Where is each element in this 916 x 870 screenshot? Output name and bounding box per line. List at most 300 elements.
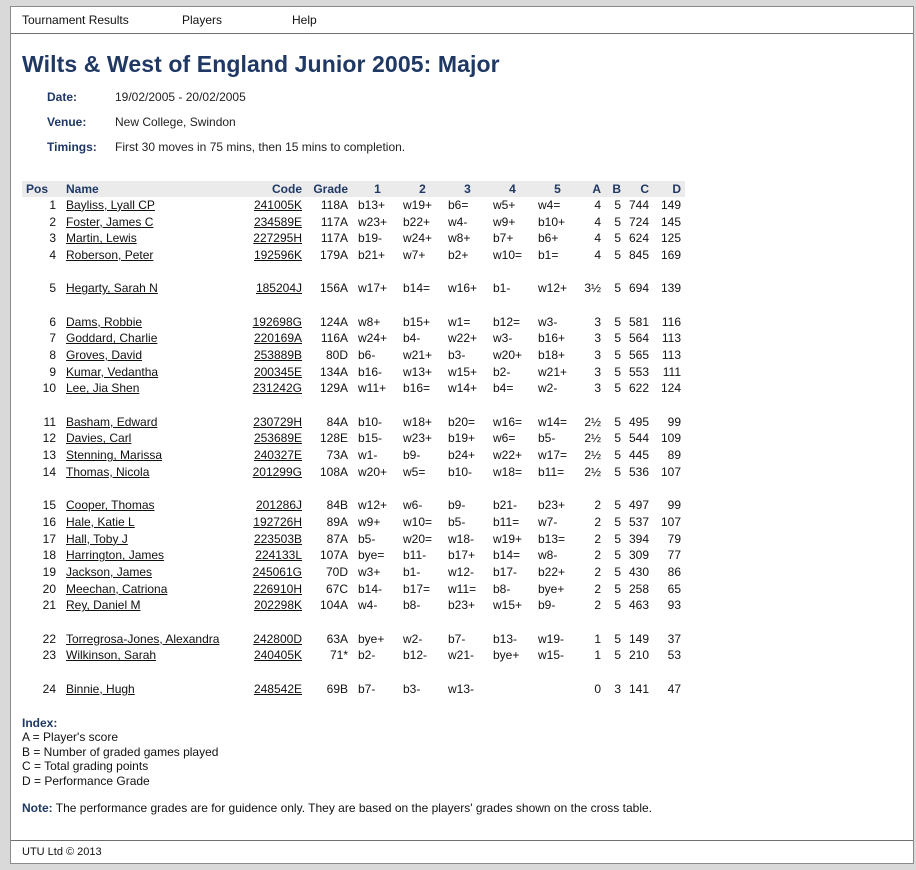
cell-code [238, 447, 304, 464]
cell-code [238, 230, 304, 247]
player-code-link[interactable]: 253889B [253, 348, 302, 363]
cell-points: 445 [628, 448, 649, 463]
player-name-link[interactable]: Lee, Jia Shen [66, 381, 140, 396]
player-name-link[interactable]: Rey, Daniel M [66, 598, 141, 613]
player-code-link[interactable]: 240405K [253, 648, 302, 663]
cell-round-4: w20+ [493, 348, 523, 363]
cell-pos: 3 [49, 231, 56, 246]
cell-round-5: b11= [538, 464, 565, 479]
cell-perf-grade: 37 [667, 631, 681, 646]
player-code-link[interactable]: 234589E [253, 214, 302, 229]
player-name-link[interactable]: Groves, David [66, 348, 143, 363]
player-name-link[interactable]: Davies, Carl [66, 431, 132, 446]
cell-round-5: w21+ [538, 364, 568, 379]
cell-perf-grade: 113 [661, 331, 681, 346]
cell-round-2: b15+ [403, 314, 431, 329]
cell-perf-grade: 86 [667, 564, 681, 579]
player-code-link[interactable]: 230729H [253, 414, 302, 429]
cell-round-4: w5+ [493, 197, 516, 212]
menu-bar [11, 7, 913, 34]
cell-points: 622 [628, 381, 649, 396]
cell-pos: 6 [49, 314, 56, 329]
cell-round-2: w2- [403, 631, 423, 646]
cell-round-1: b2- [358, 648, 376, 663]
cell-round-3: b3- [448, 348, 466, 363]
cell-name [64, 347, 238, 364]
cell-games: 5 [614, 581, 621, 596]
cell-round-3: b7- [448, 631, 466, 646]
cell-points: 553 [628, 364, 649, 379]
cell-round-3: w1= [448, 314, 471, 329]
table-row [22, 364, 685, 381]
cell-round-1: w24+ [358, 331, 388, 346]
group-spacer [22, 264, 685, 281]
cell-round-4: b14= [493, 548, 521, 563]
player-code-link[interactable]: 226910H [253, 581, 302, 596]
cell-code [238, 331, 304, 348]
date-label: Date: [47, 89, 78, 104]
cell-pos: 19 [42, 564, 56, 579]
cell-code [238, 280, 304, 297]
cell-round-2: w13+ [403, 364, 433, 379]
header-c: C [623, 181, 651, 197]
player-code-link[interactable]: 192726H [253, 514, 302, 529]
cell-points: 258 [628, 581, 649, 596]
cell-games: 5 [614, 314, 621, 329]
cell-round-3: b5- [448, 514, 466, 529]
cell-round-2: b1- [403, 564, 421, 579]
cell-score: 2½ [584, 448, 601, 463]
cell-round-4: w19+ [493, 531, 523, 546]
cell-grade: 89A [326, 514, 348, 529]
player-name-link[interactable]: Roberson, Peter [66, 247, 154, 262]
table-row [22, 381, 685, 398]
cell-round-3: b24+ [448, 448, 476, 463]
cell-name [64, 280, 238, 297]
cell-round-1: w8+ [358, 314, 381, 329]
cell-round-4: w18= [493, 464, 523, 479]
cell-round-5: w3- [538, 314, 558, 329]
player-code-link[interactable]: 242800D [253, 631, 302, 646]
cell-round-1: b19- [358, 231, 383, 246]
table-row [22, 331, 685, 348]
header-round-4: 4 [489, 181, 534, 197]
cell-code [238, 514, 304, 531]
cell-grade: 108A [319, 464, 348, 479]
cell-code [238, 564, 304, 581]
table-row [22, 314, 685, 331]
cell-name [64, 364, 238, 381]
cell-round-2: b4- [403, 331, 421, 346]
menu-help[interactable]: Help [292, 13, 317, 27]
cell-code [238, 581, 304, 598]
cell-round-5: b23+ [538, 498, 566, 513]
cell-round-1: b16- [358, 364, 383, 379]
cell-round-2: w23+ [403, 431, 433, 446]
cell-pos: 9 [49, 364, 56, 379]
cell-round-4: b7+ [493, 231, 514, 246]
menu-tournament-results[interactable]: Tournament Results [22, 13, 129, 27]
cell-perf-grade: 79 [667, 531, 681, 546]
cell-pos: 14 [42, 464, 56, 479]
cell-score: 2 [594, 531, 601, 546]
cell-perf-grade: 145 [660, 214, 681, 229]
player-code-link[interactable]: 202298K [253, 598, 302, 613]
cell-round-4 [489, 681, 534, 698]
player-name-link[interactable]: Martin, Lewis [66, 231, 137, 246]
cell-round-2: w19+ [403, 197, 433, 212]
date-row [47, 84, 902, 109]
cell-round-2: w6- [403, 498, 423, 513]
cell-points: 149 [628, 631, 649, 646]
cell-round-1: w12+ [358, 498, 388, 513]
cell-score: 2 [594, 498, 601, 513]
cell-games: 5 [614, 231, 621, 246]
cell-round-1: bye+ [358, 631, 385, 646]
cell-round-3: w16+ [448, 281, 478, 296]
cell-pos: 13 [42, 448, 56, 463]
cell-round-2: b12- [403, 648, 428, 663]
cell-round-3: w4- [448, 214, 468, 229]
cell-round-3: b20= [448, 414, 476, 429]
cell-name [64, 581, 238, 598]
cell-points: 430 [628, 564, 649, 579]
cell-pos: 12 [42, 431, 56, 446]
cell-score: 4 [594, 231, 601, 246]
cell-games: 5 [614, 364, 621, 379]
main-content [11, 51, 913, 815]
cell-code [238, 347, 304, 364]
header-pos: Pos [22, 181, 64, 197]
player-name-link[interactable]: Wilkinson, Sarah [66, 648, 157, 663]
header-round-5: 5 [534, 181, 579, 197]
cell-round-2: w18+ [403, 414, 433, 429]
player-code-link[interactable]: 200345E [253, 364, 302, 379]
cell-round-1: b14- [358, 581, 383, 596]
cell-round-1: w4- [358, 598, 378, 613]
cell-round-2: w10= [403, 514, 433, 529]
player-name-link[interactable]: Dams, Robbie [66, 314, 143, 329]
cell-round-5: bye+ [538, 581, 565, 596]
cell-round-5: b18+ [538, 348, 566, 363]
cell-round-3: w22+ [448, 331, 478, 346]
venue-label: Venue: [47, 114, 87, 129]
cell-round-3: w12- [448, 564, 475, 579]
cell-pos: 22 [42, 631, 56, 646]
cell-round-2: w7+ [403, 247, 426, 262]
header-round-2: 2 [399, 181, 444, 197]
cell-score: 2½ [584, 414, 601, 429]
player-name-link[interactable]: Binnie, Hugh [66, 681, 135, 696]
index-item-b: B = Number of graded games played [22, 744, 219, 759]
cell-round-5: b5- [538, 431, 556, 446]
cell-grade: 124A [319, 314, 348, 329]
index-item-c: C = Total grading points [22, 759, 149, 774]
cell-pos: 10 [42, 381, 56, 396]
player-code-link[interactable]: 192698G [252, 314, 302, 329]
player-name-link[interactable]: Foster, James C [66, 214, 154, 229]
group-spacer-cell [22, 264, 685, 281]
cell-grade: 179A [319, 247, 348, 262]
cell-score: 0 [594, 681, 601, 696]
player-name-link[interactable]: Goddard, Charlie [66, 331, 158, 346]
table-row [22, 598, 685, 615]
player-code-link[interactable]: 223503B [253, 531, 302, 546]
cell-grade: 104A [319, 598, 348, 613]
cell-perf-grade: 111 [662, 364, 681, 379]
cell-name [64, 631, 238, 648]
cell-perf-grade: 65 [667, 581, 681, 596]
header-b: B [603, 181, 623, 197]
cell-points: 694 [628, 281, 649, 296]
cell-round-5: w2- [538, 381, 558, 396]
results-header-row [22, 181, 685, 197]
cell-code [238, 598, 304, 615]
cell-score: 4 [594, 214, 601, 229]
cell-round-3: b19+ [448, 431, 476, 446]
cell-round-4: w6= [493, 431, 516, 446]
group-spacer-cell [22, 297, 685, 314]
player-code-link[interactable]: 192596K [253, 247, 302, 262]
player-name-link[interactable]: Jackson, James [66, 564, 153, 579]
cell-round-5: w14= [538, 414, 568, 429]
table-row [22, 547, 685, 564]
cell-name [64, 547, 238, 564]
group-spacer-cell [22, 614, 685, 631]
player-name-link[interactable]: Hegarty, Sarah N [66, 281, 158, 296]
player-code-link[interactable]: 224133L [255, 548, 302, 563]
cell-code [238, 364, 304, 381]
cell-games: 5 [614, 498, 621, 513]
cell-pos: 11 [43, 414, 56, 429]
player-code-link[interactable]: 253689E [253, 431, 302, 446]
header-d: D [651, 181, 685, 197]
group-spacer-cell [22, 664, 685, 681]
cell-code [238, 497, 304, 514]
cell-round-2: w21+ [403, 348, 433, 363]
player-name-link[interactable]: Basham, Edward [66, 414, 158, 429]
cell-games: 5 [614, 414, 621, 429]
cell-round-4: b1- [493, 281, 511, 296]
cell-code [238, 681, 304, 698]
cell-pos: 23 [42, 648, 56, 663]
cell-round-3: b17+ [448, 548, 476, 563]
cell-round-1: b10- [358, 414, 383, 429]
cell-pos: 18 [42, 548, 56, 563]
cell-round-3: b2+ [448, 247, 469, 262]
group-spacer [22, 297, 685, 314]
date-value: 19/02/2005 - 20/02/2005 [115, 89, 246, 104]
cell-grade: 116A [320, 331, 348, 346]
cell-grade: 117A [320, 214, 348, 229]
cell-grade: 73A [326, 448, 348, 463]
table-row [22, 447, 685, 464]
cell-round-1: w11+ [358, 381, 387, 396]
cell-round-4: b13- [493, 631, 518, 646]
cell-round-5: b10+ [538, 214, 566, 229]
cell-games: 5 [614, 281, 621, 296]
cell-round-5: w17= [538, 448, 568, 463]
cell-games: 5 [614, 348, 621, 363]
cell-round-5: w19- [538, 631, 565, 646]
cell-round-4: bye+ [493, 648, 520, 663]
cell-round-3: w13- [448, 681, 475, 696]
player-code-link[interactable]: 240327E [253, 448, 302, 463]
player-name-link[interactable]: Cooper, Thomas [66, 498, 155, 513]
event-details [47, 84, 902, 159]
cell-games: 5 [614, 197, 621, 212]
cell-points: 497 [628, 498, 649, 513]
cell-name [64, 414, 238, 431]
cell-round-1: b15- [358, 431, 383, 446]
table-row [22, 514, 685, 531]
player-name-link[interactable]: Bayliss, Lyall CP [66, 197, 155, 212]
cell-perf-grade: 139 [660, 281, 681, 296]
cell-round-5: b13= [538, 531, 566, 546]
cell-round-5: b9- [538, 598, 556, 613]
player-code-link[interactable]: 231242G [252, 381, 302, 396]
cell-grade: 117A [320, 231, 348, 246]
player-code-link[interactable]: 185204J [255, 281, 302, 296]
player-code-link[interactable]: 248542E [253, 681, 302, 696]
cell-grade: 129A [319, 381, 348, 396]
cell-pos: 2 [49, 214, 56, 229]
player-code-link[interactable]: 201299G [252, 464, 302, 479]
group-spacer [22, 664, 685, 681]
cell-round-4: w16= [493, 414, 523, 429]
group-spacer [22, 614, 685, 631]
player-code-link[interactable]: 220169A [253, 331, 302, 346]
cell-games: 5 [614, 464, 621, 479]
cell-code [238, 247, 304, 264]
index-heading: Index: [22, 715, 58, 730]
cell-perf-grade: 107 [660, 464, 681, 479]
index-item-a: A = Player's score [22, 730, 118, 745]
player-code-link[interactable]: 227295H [253, 231, 302, 246]
cell-perf-grade: 99 [667, 498, 681, 513]
table-row [22, 648, 685, 665]
cell-round-5: w15- [538, 648, 565, 663]
cell-perf-grade: 53 [667, 648, 681, 663]
cell-games: 5 [614, 214, 621, 229]
cell-pos: 4 [49, 247, 56, 262]
cell-games: 3 [614, 681, 621, 696]
cell-points: 544 [628, 431, 649, 446]
cell-games: 5 [614, 631, 621, 646]
cell-games: 5 [614, 548, 621, 563]
cell-round-1: w17+ [358, 281, 388, 296]
cell-round-2: b14= [403, 281, 431, 296]
cell-name [64, 681, 238, 698]
menu-players[interactable]: Players [182, 13, 223, 27]
cell-code [238, 314, 304, 331]
cell-pos: 1 [49, 197, 56, 212]
cell-round-2: b22+ [403, 214, 431, 229]
cell-grade: 71* [329, 648, 348, 663]
cell-round-2: b11- [403, 548, 427, 563]
cell-games: 5 [614, 648, 621, 663]
cell-score: 4 [594, 247, 601, 262]
player-name-link[interactable]: Meechan, Catriona [66, 581, 168, 596]
cell-name [64, 497, 238, 514]
cell-round-1: w9+ [358, 514, 381, 529]
player-name-link[interactable]: Harrington, James [66, 548, 165, 563]
table-row [22, 414, 685, 431]
cell-round-3: b23+ [448, 598, 476, 613]
cell-round-3: w18- [448, 531, 475, 546]
cell-grade: 84A [326, 414, 348, 429]
cell-name [64, 381, 238, 398]
cell-games: 5 [614, 247, 621, 262]
cell-games: 5 [614, 331, 621, 346]
cell-perf-grade: 107 [660, 514, 681, 529]
cell-score: 2 [594, 581, 601, 596]
cell-score: 3 [594, 381, 601, 396]
cell-round-2: b17= [403, 581, 431, 596]
cell-perf-grade: 125 [660, 231, 681, 246]
header-round-1: 1 [354, 181, 399, 197]
cell-points: 537 [628, 514, 649, 529]
cell-code [238, 531, 304, 548]
cell-grade: 134A [319, 364, 348, 379]
player-name-link[interactable]: Hale, Katie L [66, 514, 135, 529]
cell-round-4: w9+ [493, 214, 516, 229]
cell-games: 5 [614, 598, 621, 613]
cell-grade: 156A [319, 281, 348, 296]
cell-code [238, 214, 304, 231]
timings-row [47, 134, 902, 159]
cell-round-4: w22+ [493, 448, 523, 463]
cell-score: 2 [594, 598, 601, 613]
player-code-link[interactable]: 241005K [253, 197, 302, 212]
cell-score: 4 [594, 197, 601, 212]
cell-code [238, 414, 304, 431]
cell-name [64, 531, 238, 548]
cell-name [64, 464, 238, 481]
cell-perf-grade: 89 [667, 448, 681, 463]
cell-name [64, 598, 238, 615]
cell-perf-grade: 99 [667, 414, 681, 429]
cell-perf-grade: 169 [660, 247, 681, 262]
cell-perf-grade: 47 [667, 681, 681, 696]
results-table [22, 181, 685, 698]
player-name-link[interactable]: Torregrosa-Jones, Alexandra [66, 631, 220, 646]
player-name-link[interactable]: Hall, Toby J [66, 531, 128, 546]
cell-name [64, 514, 238, 531]
table-row [22, 531, 685, 548]
cell-points: 564 [628, 331, 649, 346]
cell-pos: 7 [49, 331, 56, 346]
table-row [22, 681, 685, 698]
cell-name [64, 564, 238, 581]
cell-round-3: w15+ [448, 364, 478, 379]
cell-round-1: w20+ [358, 464, 388, 479]
player-code-link[interactable]: 245061G [252, 564, 302, 579]
player-name-link[interactable]: Stenning, Marissa [66, 448, 163, 463]
cell-pos: 21 [42, 598, 56, 613]
cell-round-5: w8- [538, 548, 558, 563]
cell-round-5: w7- [538, 514, 558, 529]
timings-label: Timings: [47, 139, 97, 154]
cell-round-2: b9- [403, 448, 421, 463]
cell-round-1: w1- [358, 448, 378, 463]
cell-round-2: w20= [403, 531, 433, 546]
player-code-link[interactable]: 201286J [255, 498, 302, 513]
cell-code [238, 631, 304, 648]
cell-round-2: w5= [403, 464, 426, 479]
player-name-link[interactable]: Thomas, Nicola [66, 464, 150, 479]
player-name-link[interactable]: Kumar, Vedantha [66, 364, 159, 379]
